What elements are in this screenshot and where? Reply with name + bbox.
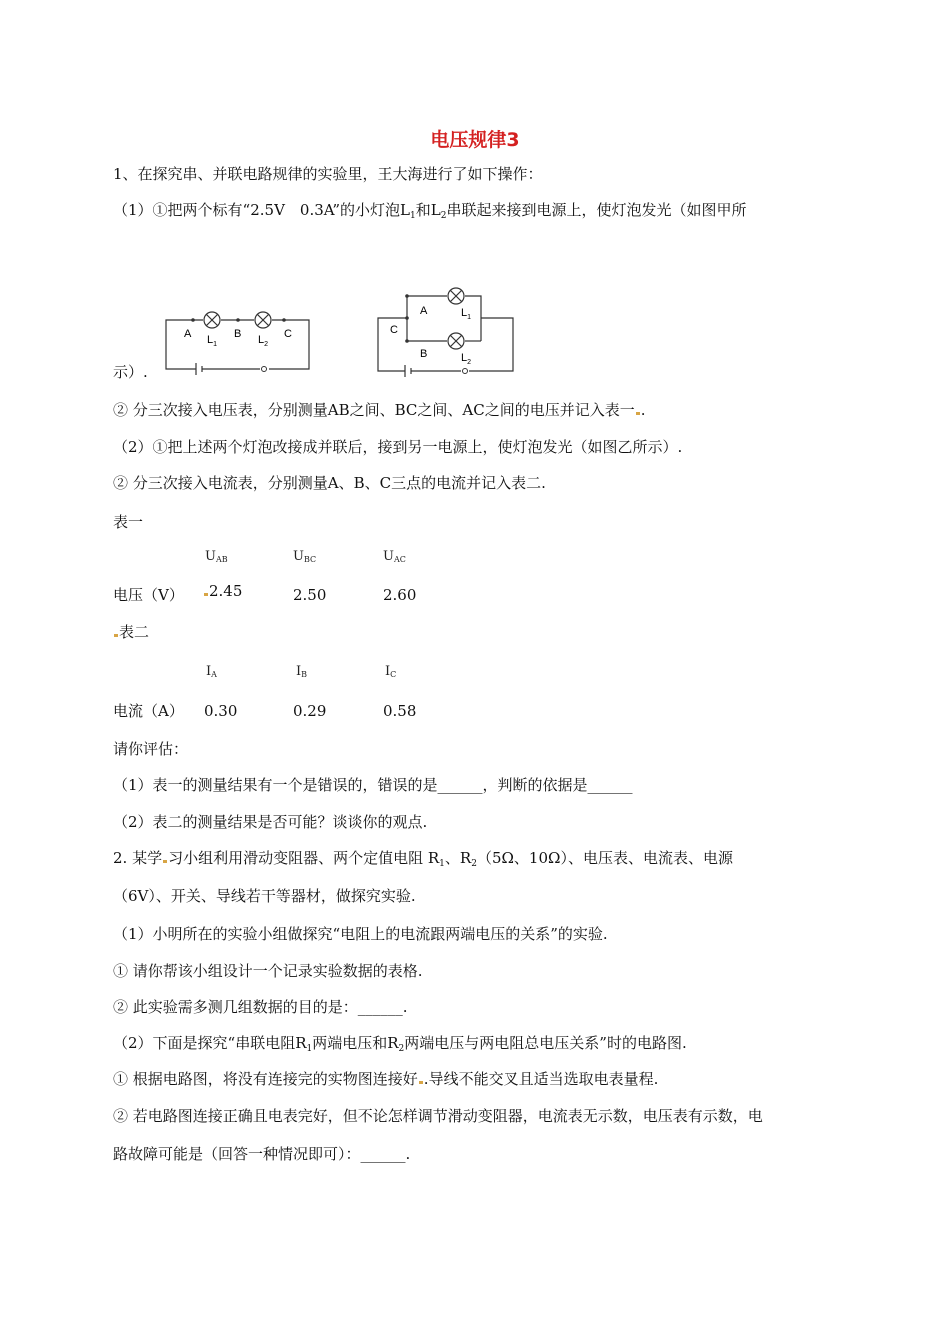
table2-header: $I_B$ xyxy=(296,664,308,679)
table1-row-label: 电压（V） xyxy=(113,586,184,604)
table1-header: $U_{BC}$ xyxy=(293,549,317,564)
table2-cell: 0.58 xyxy=(383,702,417,720)
parallel-circuit-diagram xyxy=(375,283,520,383)
table2-header: $I_A$ xyxy=(206,664,217,679)
q1-step1: （1）①把两个标有“2.5V 0.3A”的小灯泡$L_1$和$L_2$串联起来接到电源上，使灯泡发光（如图甲所 xyxy=(113,201,747,221)
table2-header: $I_C$ xyxy=(385,664,397,679)
q1-step1-2: ② 分三次接入电压表，分别测量AB之间、BC之间、AC之间的电压并记入表一 . xyxy=(113,401,646,419)
q2-p2: （2）下面是探究“串联电阻$R_1$两端电压和$R_2$两端电压与两电阻总电压关系”时的电路图. xyxy=(113,1034,687,1054)
q2-line2: （6V）、开关、导线若干等器材，做探究实验. xyxy=(113,887,416,905)
evaluate-prompt: 请你评估： xyxy=(113,740,189,758)
label-b: B xyxy=(420,348,428,360)
table2-cell: 0.29 xyxy=(293,702,327,720)
table2-name: 表二 xyxy=(113,622,149,642)
table1-header: $U_{AC}$ xyxy=(383,549,406,564)
q1-step2-1: （2）①把上述两个灯泡改接成并联后，接到另一电源上，使灯泡发光（如图乙所示）. xyxy=(113,438,683,456)
label-a: A xyxy=(420,305,428,317)
evaluate-1: （1）表一的测量结果有一个是错误的，错误的是______，判断的依据是______ xyxy=(113,776,633,794)
table1-cell: 2.60 xyxy=(383,586,417,604)
series-circuit-diagram xyxy=(160,305,320,380)
label-l2: $L_2$ xyxy=(258,334,269,348)
q1-intro: 1、在探究串、并联电路规律的实验里，王大海进行了如下操作： xyxy=(113,165,543,183)
page-title: 电压规律3 xyxy=(430,129,520,151)
label-b: B xyxy=(234,328,242,340)
q2-p2-2: ② 若电路图连接正确且电表完好，但不论怎样调节滑动变阻器，电流表无示数，电压表有示数，电 xyxy=(113,1107,763,1125)
label-c: C xyxy=(390,324,398,336)
table2-cell: 0.30 xyxy=(204,702,238,720)
evaluate-2: （2）表二的测量结果是否可能？谈谈你的观点. xyxy=(113,813,428,831)
q2-p2-3: 路故障可能是（回答一种情况即可）：______. xyxy=(113,1145,411,1163)
q2-line1: 2. 某学 习小组利用滑动变阻器、两个定值电阻 $R_1$、$R_2(5\Omega$、10Ω）、电压表、电流表、电源 xyxy=(113,849,733,869)
table1-cell: 2.50 xyxy=(293,586,327,604)
label-l1: $L_1$ xyxy=(207,334,218,348)
label-c: C xyxy=(284,328,292,340)
q2-p2-1: ① 根据电路图，将没有连接完的实物图连接好 .导线不能交叉且适当选取电表量程. xyxy=(113,1070,659,1088)
table1-cell: 2.45 xyxy=(203,581,242,601)
table1-header: $U_{AB}$ xyxy=(205,549,228,564)
q1-step1-end: 示）. xyxy=(113,363,148,381)
q2-p1-1: ① 请你帮该小组设计一个记录实验数据的表格. xyxy=(113,962,423,980)
q1-step2-2: ② 分三次接入电流表，分别测量A、B、C三点的电流并记入表二. xyxy=(113,474,546,492)
q2-p1: （1）小明所在的实验小组做探究“电阻上的电流跟两端电压的关系”的实验. xyxy=(113,925,608,943)
table2-row-label: 电流（A） xyxy=(113,702,184,720)
label-a: A xyxy=(184,328,192,340)
table1-name: 表一 xyxy=(113,513,144,531)
label-l1: $L_1$ xyxy=(461,307,472,321)
q2-p1-2: ② 此实验需多测几组数据的目的是：______. xyxy=(113,998,408,1016)
label-l2: $L_2$ xyxy=(461,352,472,366)
